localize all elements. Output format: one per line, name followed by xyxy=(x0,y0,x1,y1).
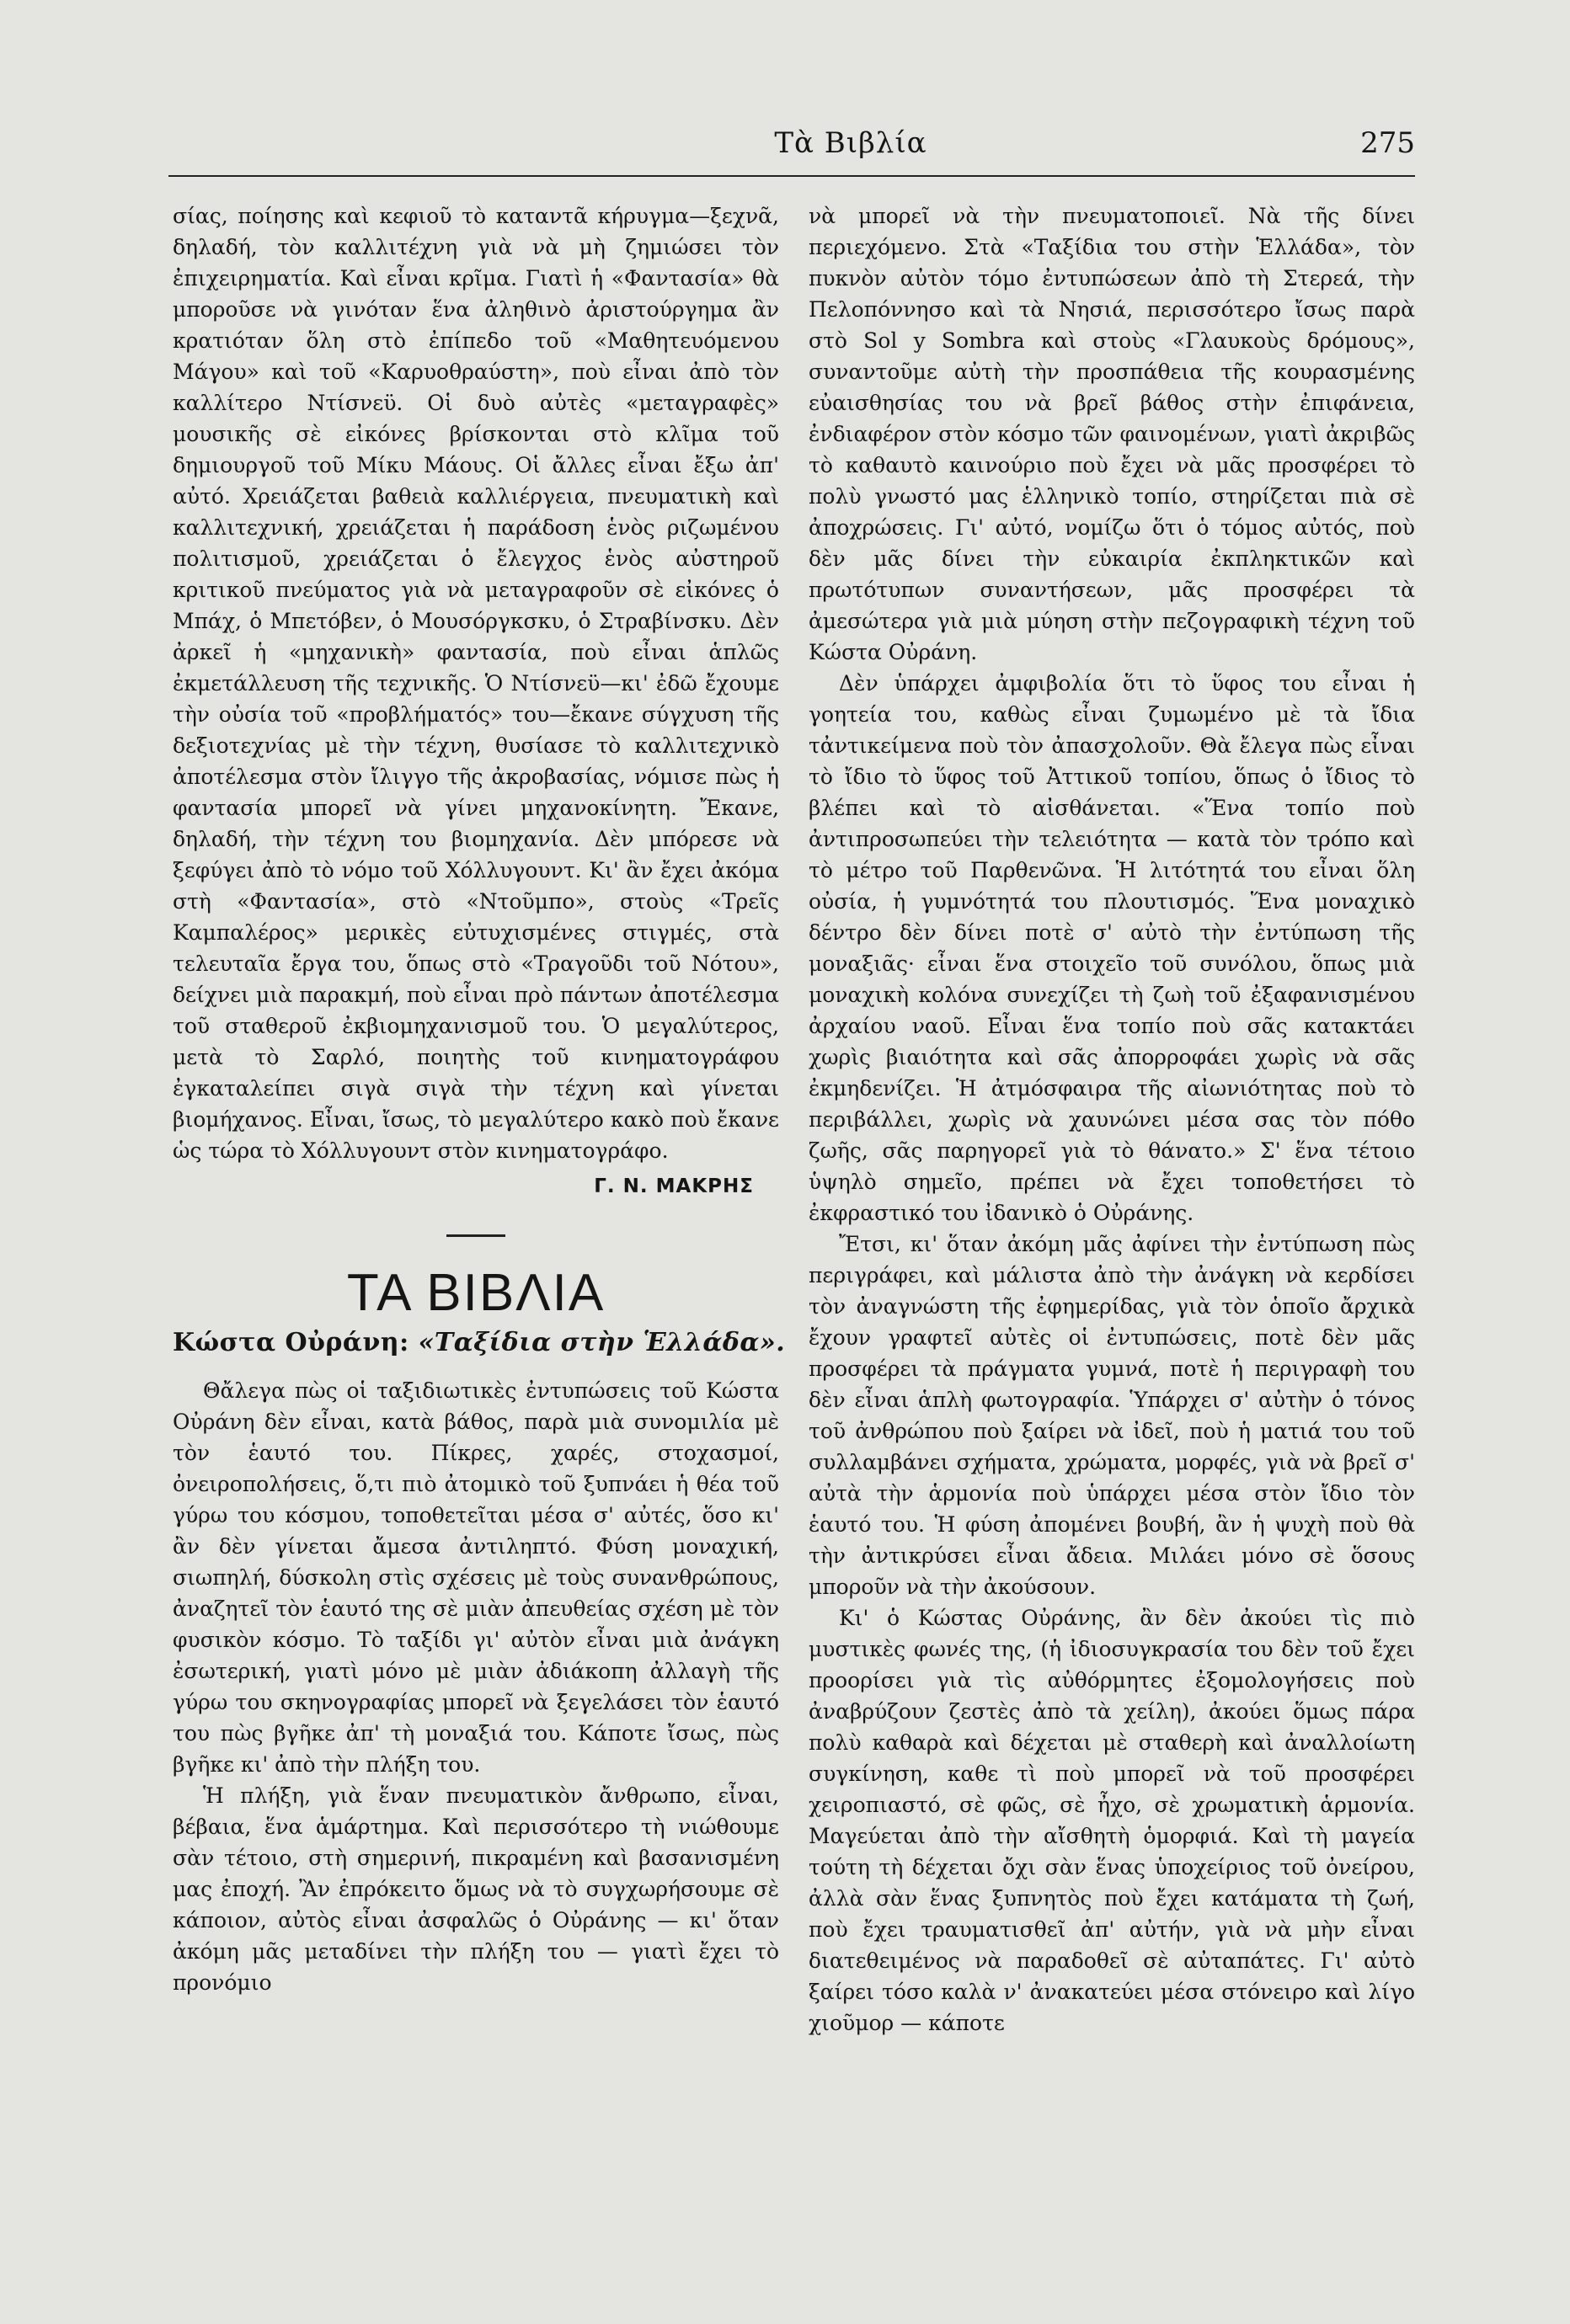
review-book-title: «Ταξίδια στὴν Ἑλλάδα». xyxy=(418,1328,786,1357)
review-body xyxy=(173,1375,779,1998)
review-author: Κώστα Οὐράνη: xyxy=(173,1328,409,1357)
paragraph: σίας, ποίησης καὶ κεφιοῦ τὸ καταντᾶ κήρυγμα—ξεχνᾶ, δηλαδή, τὸν καλλιτέχνη γιὰ νὰ μὴ ζημιώσει τὸν ἐπιχειρηματία. Καὶ εἶναι κρῖμα. Γιατὶ ἡ «Φαντασία» θὰ μποροῦσε νὰ γινόταν ἕνα ἀληθινὸ ἀριστούργημα ἂν κρατιόταν ὅλη στὸ ἐπίπεδο τοῦ «Μαθητευόμενου Μάγου» καὶ τοῦ «Καρυοθραύστη», ποὺ εἶναι ἀπὸ τὸν καλλίτερο Ντίσνεϋ. Οἱ δυὸ αὐτὲς «μεταγραφὲς» μουσικῆς σὲ εἰκόνες βρίσκονται στὸ κλῖμα τοῦ δημιουργοῦ τοῦ Μίκυ Μάους. Οἱ ἄλλες εἶναι ἔξω ἀπ' αὐτό. Χρειάζεται βαθειὰ καλλιέργεια, πνευματικὴ καὶ καλλιτεχνική, χρειάζεται ἡ παράδοση ἑνὸς ριζωμένου πολιτισμοῦ, χρειάζεται ὁ ἔλεγχος ἑνὸς αὐστηροῦ κριτικοῦ πνεύματος γιὰ νὰ μεταγραφοῦν σὲ εἰκόνες ὁ Μπάχ, ὁ Μπετόβεν, ὁ Μουσόργκσκυ, ὁ Στραβίνσκυ. Δὲν ἀρκεῖ ἡ «μηχανικὴ» φαντασία, ποὺ εἶναι ἁπλῶς ἐκμετάλλευση τῆς τεχνικῆς. Ὁ Ντίσνεϋ—κι' ἐδῶ ἔχουμε τὴν οὐσία τοῦ «προβλήματός» του—ἔκανε σύγχυση τῆς δεξιοτεχνίας μὲ τὴν τέχνη, θυσίασε τὸ καλλιτεχνικὸ ἀποτέλεσμα στὸν ἴλιγγο τῆς ἀκροβασίας, νόμισε πὼς ἡ φαντασία μπορεῖ νὰ γίνει μηχανοκίνητη. Ἔκανε, δηλαδή, τὴν τέχνη του βιομηχανία. Δὲν μπόρεσε νὰ ξεφύγει ἀπὸ τὸ νόμο τοῦ Χόλλυγουντ. Κι' ἂν ἔχει ἀκόμα στὴ «Φαντασία», στὸ «Ντοῦμπο», στοὺς «Τρεῖς Καμπαλέρος» μερικὲς εὐτυχισμένες στιγμές, στὰ τελευταῖα ἔργα του, ὅπως στὸ «Τραγοῦδι τοῦ Νότου», δείχνει μιὰ παρακμή, ποὺ εἶναι πρὸ πάντων ἀποτέλεσμα τοῦ σταθεροῦ ἐκβιομηχανισμοῦ του. Ὁ μεγαλύτερος, μετὰ τὸ Σαρλό, ποιητὴς τοῦ κινηματογράφου ἐγκαταλείπει σιγὰ σιγὰ τὴν τέχνη καὶ γίνεται βιομήχανος. Εἶναι, ἴσως, τὸ μεγαλύτερο κακὸ ποὺ ἔκανε ὡς τώρα τὸ Χόλλυγουντ στὸν κινηματογράφο. xyxy=(173,204,779,1163)
author-signature: Γ. Ν. ΜΑΚΡΗΣ xyxy=(594,1175,754,1197)
running-title: Τὰ Βιβλία xyxy=(774,126,927,160)
paragraph: νὰ μπορεῖ νὰ τὴν πνευματοποιεῖ. Νὰ τῆς δίνει περιεχόμενο. Στὰ «Ταξίδια του στὴν Ἑλλάδα», τὸν πυκνὸν αὐτὸν τόμο ἐντυπώσεων ἀπὸ τὴ Στερεά, τὴν Πελοπόννησο καὶ τὰ Νησιά, περισσότερο ἴσως παρὰ στὸ Sol y Sombra καὶ στοὺς «Γλαυκοὺς δρόμους», συναντοῦμε αὐτὴ τὴν προσπάθεια τῆς κουρασμένης εὐαισθησίας του νὰ βρεῖ βάθος στὴν ἐπιφάνεια, ἐνδιαφέρον στὸν κόσμο τῶν φαινομένων, γιατὶ ἀκριβῶς τὸ καθαυτὸ καινούριο ποὺ ἔχει νὰ μᾶς προσφέρει τὸ πολὺ γνωστό μας ἑλληνικὸ τοπίο, στηρίζεται πιὰ σὲ ἀποχρώσεις. Γι' αὐτό, νομίζω ὅτι ὁ τόμος αὐτός, ποὺ δὲν μᾶς δίνει τὴν εὐκαιρία ἐκπληκτικῶν καὶ πρωτότυπων συναντήσεων, μᾶς προσφέρει τὰ ἀμεσώτερα γιὰ μιὰ μύηση στὴν πεζογραφικὴ τέχνη τοῦ Κώστα Οὐράνη. xyxy=(809,204,1415,664)
section-title: ΤΑ ΒΙΒΛΙΑ xyxy=(346,1264,606,1322)
section-divider xyxy=(446,1234,505,1237)
review-heading xyxy=(173,1327,786,1358)
page-header xyxy=(168,126,1415,177)
page-number: 275 xyxy=(1360,126,1415,160)
paragraph: Θἄλεγα πὼς οἱ ταξιδιωτικὲς ἐντυπώσεις τοῦ Κώστα Οὐράνη δὲν εἶναι, κατὰ βάθος, παρὰ μιὰ συνομιλία μὲ τὸν ἑαυτό του. Πίκρες, χαρές, στοχασμοί, ὀνειροπολήσεις, ὅ,τι πιὸ ἀτομικὸ τοῦ ξυπνάει ἡ θέα τοῦ γύρω του κόσμου, τοποθετεῖται μέσα σ' αὐτές, ὅσο κι' ἂν δὲν γίνεται ἄμεσα ἀντιληπτό. Φύση μοναχική, σιωπηλή, δύσκολη στὶς σχέσεις μὲ τοὺς συνανθρώπους, ἀναζητεῖ τὸν ἑαυτό της σὲ μιὰν ἀπευθείας σχέση μὲ τὸν φυσικὸν κόσμο. Τὸ ταξίδι γι' αὐτὸν εἶναι μιὰ ἀνάγκη ἐσωτερική, γιατὶ μόνο μὲ μιὰν ἀδιάκοπη ἀλλαγὴ τῆς γύρω του σκηνογραφίας μπορεῖ νὰ ξεγελάσει τὸν ἑαυτό του πὼς βγῆκε ἀπ' τὴ μοναξιά του. Κάποτε ἴσως, πὼς βγῆκε κι' ἀπὸ τὴν πλήξη του. xyxy=(173,1378,779,1777)
header-rule xyxy=(168,175,1415,177)
paragraph: Κι' ὁ Κώστας Οὐράνης, ἂν δὲν ἀκούει τὶς πιὸ μυστικὲς φωνές της, (ἡ ἰδιοσυγκρασία του δὲν τοῦ ἔχει προορίσει γιὰ τὶς αὐθόρμητες ἐξομολογήσεις ποὺ ἀναβρύζουν ζεστὲς ἀπὸ τὰ χείλη), ἀκούει ὅμως πάρα πολὺ καθαρὰ καὶ δέχεται μὲ σταθερὴ καὶ ἀναλλοίωτη συγκίνηση, καθε τὶ ποὺ μπορεῖ νὰ τοῦ προσφέρει χειροπιαστό, σὲ φῶς, σὲ ἦχο, σὲ χρωματικὴ ἁρμονία. Μαγεύεται ἀπὸ τὴν αἴσθητὴ ὁμορφιά. Καὶ τὴ μαγεία τούτη τὴ δέχεται ὄχι σὰν ἕνας ὑποχείριος τοῦ ὀνείρου, ἀλλὰ σὰν ἕνας ξυπνητὸς ποὺ ἔχει κατάματα τὴ ζωή, ποὺ ἔχει τραυματισθεῖ ἀπ' αὐτήν, γιὰ νὰ μὴν εἶναι διατεθειμένος νὰ παραδοθεῖ σὲ αὐταπάτες. Γι' αὐτὸ ξαίρει τόσο καλὰ ν' ἀνακατεύει μέσα στόνειρο καὶ λίγο χιοῦμορ — κάποτε xyxy=(809,1606,1415,2035)
paragraph: Δὲν ὑπάρχει ἀμφιβολία ὅτι τὸ ὕφος του εἶναι ἡ γοητεία του, καθὼς εἶναι ζυμωμένο μὲ τὰ ἴδια τἀντικείμενα ποὺ τὸν ἀπασχολοῦν. Θὰ ἔλεγα πὼς εἶναι τὸ ἴδιο τὸ ὕφος τοῦ Ἀττικοῦ τοπίου, ὅπως ὁ ἴδιος τὸ βλέπει καὶ τὸ αἰσθάνεται. «Ἕνα τοπίο ποὺ ἀντιπροσωπεύει τὴν τελειότητα — κατὰ τὸν τρόπο καὶ τὸ μέτρο τοῦ Παρθενῶνα. Ἡ λιτότητά του εἶναι ὅλη οὐσία, ἡ γυμνότητά του πλουτισμός. Ἕνα μοναχικὸ δέντρο δὲν δίνει ποτὲ σ' αὐτὸ τὴν ἐντύπωση τῆς μοναξιᾶς· εἶναι ἕνα στοιχεῖο τοῦ συνόλου, ὅπως μιὰ μοναχικὴ κολόνα συνεχίζει τὴ ζωὴ τοῦ ἐξαφανισμένου ἀρχαίου ναοῦ. Εἶναι ἕνα τοπίο ποὺ σᾶς κατακτάει χωρὶς βιαιότητα καὶ σᾶς ἀπορροφάει χωρὶς νὰ σᾶς ἐκμηδενίζει. Ἡ ἀτμόσφαιρα τῆς αἰωνιότητας ποὺ τὸ περιβάλλει, χωρὶς νὰ χαυνώνει μέσα σας τὸν πόθο ζωῆς, σᾶς παρηγορεῖ γιὰ τὸ θάνατο.» Σ' ἕνα τέτοιο ὑψηλὸ σημεῖο, πρέπει νὰ ἔχει τοποθετήσει τὸ ἐκφραστικό του ἰδανικὸ ὁ Οὐράνης. xyxy=(809,671,1415,1225)
paragraph: Ἔτσι, κι' ὅταν ἀκόμη μᾶς ἀφίνει τὴν ἐντύπωση πὼς περιγράφει, καὶ μάλιστα ἀπὸ τὴν ἀνάγκη νὰ κερδίσει τὸν ἀναγνώστη τῆς ἐφημερίδας, γιὰ τὸν ὁποῖο ἄρχικὰ ἔχουν γραφτεῖ αὐτὲς οἱ ἐντυπώσεις, ποτὲ δὲν μᾶς προσφέρει τὰ πράγματα γυμνά, ποτὲ ἡ περιγραφὴ του δὲν εἶναι ἁπλὴ φωτογραφία. Ὑπάρχει σ' αὐτὴν ὁ τόνος τοῦ ἀνθρώπου ποὺ ξαίρει νὰ ἰδεῖ, ποὺ ἡ ματιά του τοῦ συλλαμβάνει σχήματα, χρώματα, μορφές, γιὰ νὰ βρεῖ σ' αὐτὰ τὴν ἁρμονία ποὺ ὑπάρχει μέσα στὸν ἴδιο τὸν ἑαυτό του. Ἡ φύση ἀπομένει βουβή, ἂν ἡ ψυχὴ ποὺ θὰ τὴν ἀντικρύσει εἶναι ἄδεια. Μιλάει μόνο σὲ ὅσους μποροῦν νὰ τὴν ἀκούσουν. xyxy=(809,1232,1415,1599)
right-column xyxy=(809,200,1415,2039)
left-column xyxy=(173,200,786,1998)
paragraph: Ἡ πλήξη, γιὰ ἕναν πνευματικὸν ἄνθρωπο, εἶναι, βέβαια, ἕνα ἁμάρτημα. Καὶ περισσότερο τὴ νιώθουμε σὰν τέτοιο, στὴ σημερινή, πικραμένη καὶ βασανισμένη μας ἐποχή. Ἂν ἐπρόκειτο ὅμως νὰ τὸ συγχωρήσουμε σὲ κάποιον, αὐτὸς εἶναι ἀσφαλῶς ὁ Οὐράνης — κι' ὅταν ἀκόμη μᾶς μεταδίνει τὴν πλήξη του — γιατὶ ἔχει τὸ προνόμιο xyxy=(173,1783,779,1995)
